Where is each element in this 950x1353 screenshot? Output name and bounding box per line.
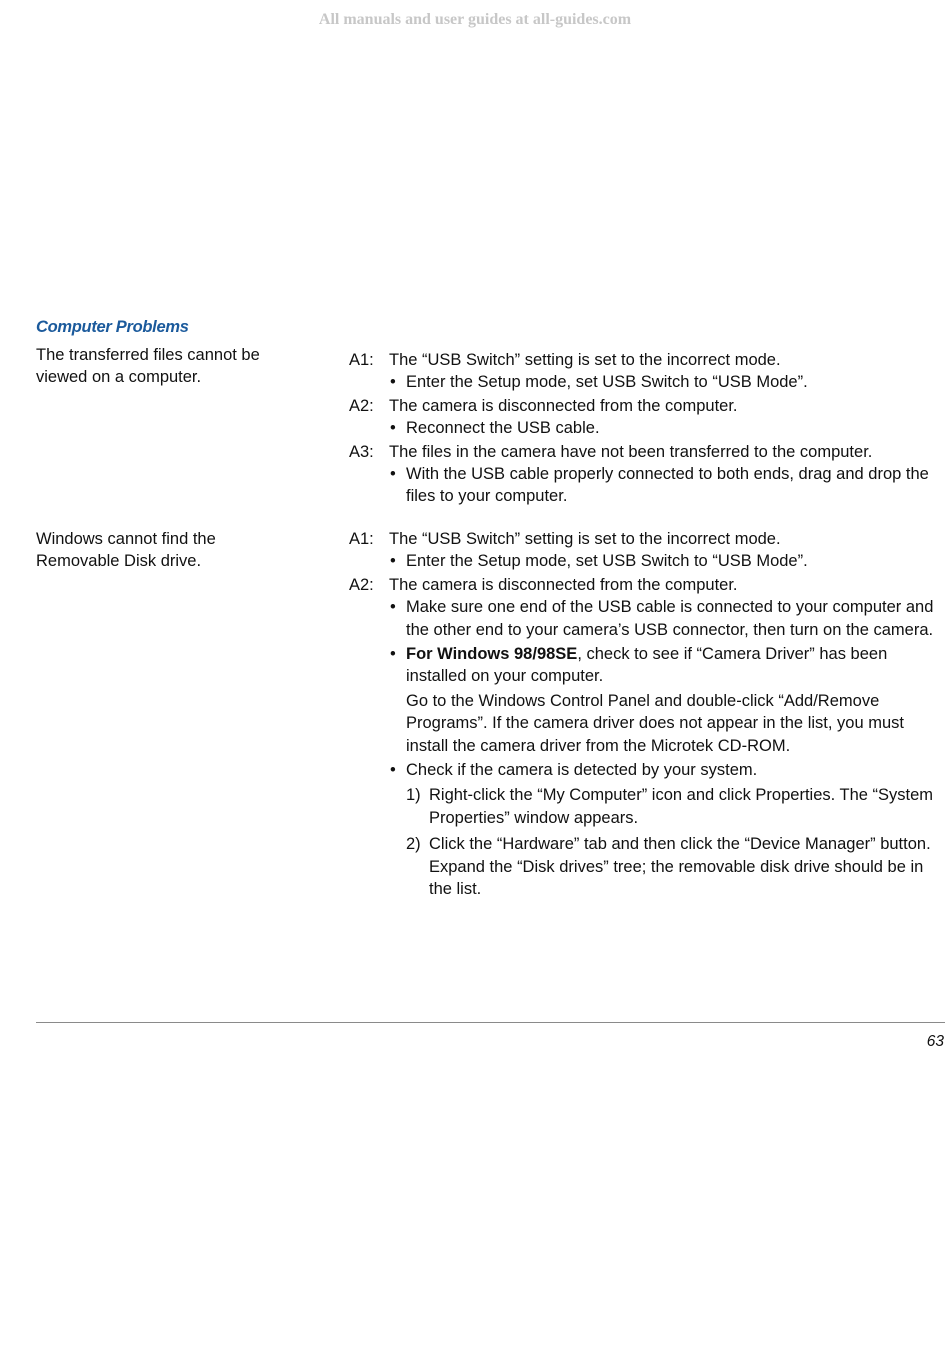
bullet-item: • Reconnect the USB cable. (389, 417, 946, 439)
answer-text: The files in the camera have not been transferred to the computer. (389, 442, 873, 461)
answer-list (349, 528, 946, 902)
section-title: Computer Problems (36, 318, 189, 336)
problem-line: viewed on a computer. (36, 368, 202, 387)
answer-item (349, 574, 946, 901)
bullet-item: • Enter the Setup mode, set USB Switch to “USB Mode”. (389, 550, 946, 572)
answer-item (349, 441, 946, 508)
bullet-item: • With the USB cable properly connected to both ends, drag and drop the files to your computer. (389, 463, 946, 508)
page-number: 63 (926, 1033, 944, 1050)
answer-text: The camera is disconnected from the computer. (389, 396, 738, 415)
answer-text: The camera is disconnected from the computer. (389, 575, 738, 594)
problem-line: Windows cannot find the (36, 530, 216, 548)
bullet-item: • Check if the camera is detected by your system. (389, 759, 946, 781)
answer-item (349, 528, 946, 573)
watermark: All manuals and user guides at all-guides.com (318, 11, 632, 28)
answer-label: A1: (349, 530, 374, 548)
step-text: Right-click the “My Computer” icon and click Properties. The “System Properties” window appears. (429, 786, 934, 827)
bullet-item: • Enter the Setup mode, set USB Switch to “USB Mode”. (389, 371, 946, 393)
numbered-step (389, 784, 946, 829)
answer-item (349, 349, 946, 394)
answer-item (349, 395, 946, 440)
step-text: Click the “Hardware” tab and then click the “Device Manager” button. Expand the “Disk drives” tree; the removable disk drive should be in the list. (429, 835, 931, 899)
bullet-item (389, 643, 946, 688)
step-number: 2) (406, 835, 421, 854)
step-number: 1) (406, 786, 421, 805)
answer-text: The “USB Switch” setting is set to the incorrect mode. (389, 530, 781, 548)
instruction-paragraph: Go to the Windows Control Panel and double-click “Add/Remove Programs”. If the camera driver does not appear in the list, you must install the camera driver from the Microtek CD-ROM. (406, 691, 904, 755)
problem-line: The transferred files cannot be (36, 346, 260, 364)
problem-line: Removable Disk drive. (36, 552, 202, 571)
answer-label: A2: (349, 396, 374, 415)
answer-label: A2: (349, 575, 374, 594)
problem-description (36, 344, 316, 389)
bullet-text: , check to see if “Camera Driver” has been installed on your computer. (406, 645, 888, 686)
bullet-item: • Make sure one end of the USB cable is connected to your computer and the other end to your camera’s USB connector, then turn on the camera. (389, 596, 946, 641)
answer-label: A3: (349, 442, 374, 461)
windows-version-label: For Windows 98/98SE (406, 645, 578, 664)
answer-list (349, 349, 946, 509)
footer-divider (36, 1022, 945, 1023)
answer-label: A1: (349, 351, 374, 369)
numbered-step (389, 833, 946, 900)
problem-description (36, 528, 316, 573)
answer-text: The “USB Switch” setting is set to the incorrect mode. (389, 351, 781, 369)
